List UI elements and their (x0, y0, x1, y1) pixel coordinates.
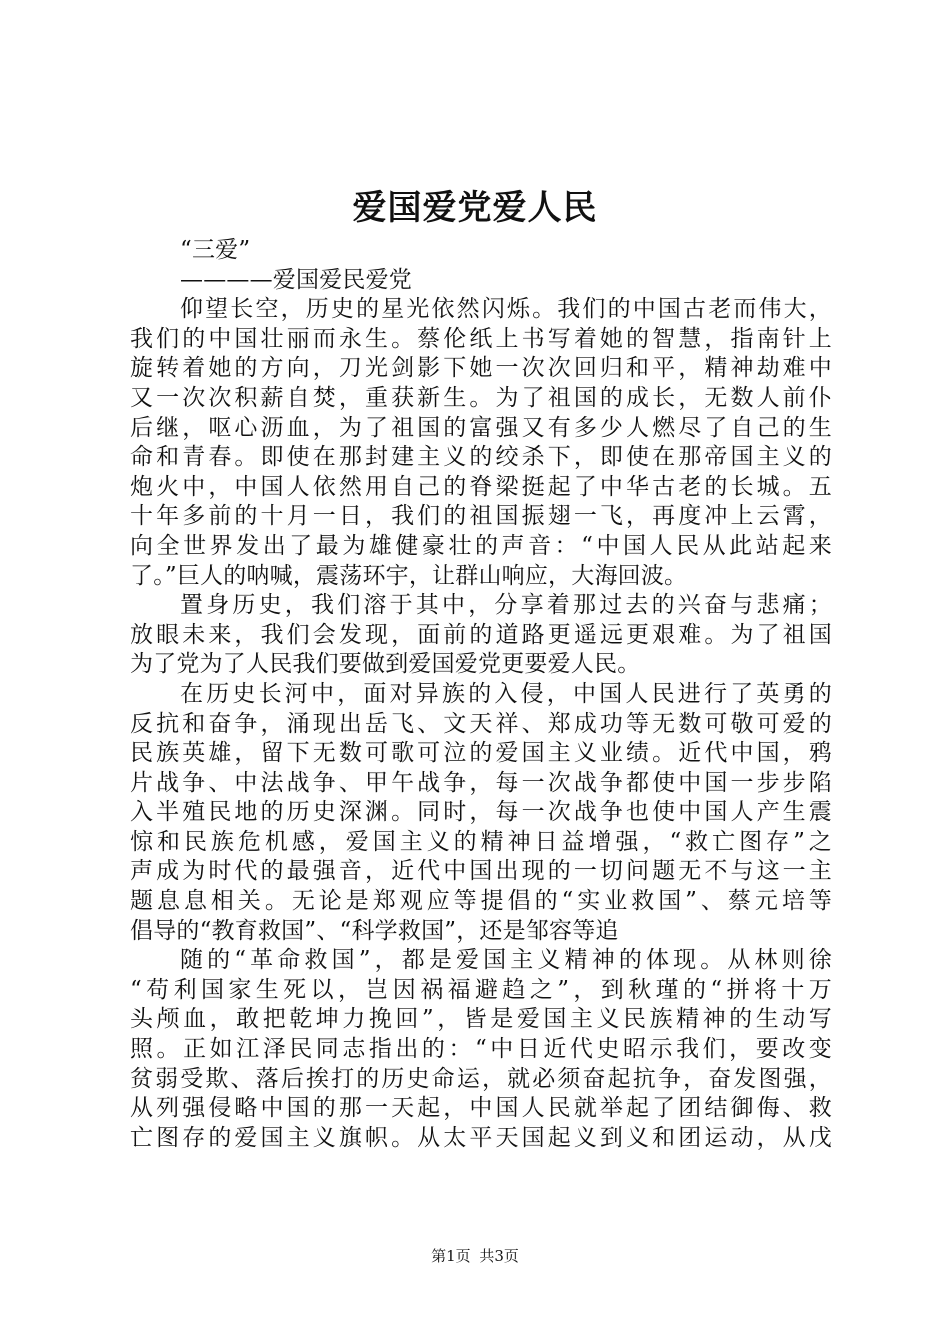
text-line: 向全世界发出了最为雄健豪壮的声音：“中国人民从此站起来 (130, 532, 832, 559)
text-line: 贫弱受欺、落后挨打的历史命运，就必须奋起抗争，奋发图强， (130, 1065, 832, 1092)
text-line: 我们的中国壮丽而永生。蔡伦纸上书写着她的智慧，指南针上 (130, 325, 832, 352)
text-line: 仰望长空，历史的星光依然闪烁。我们的中国古老而伟大， (180, 296, 832, 323)
text-line: 十年多前的十月一日，我们的祖国振翅一飞，再度冲上云霄， (130, 503, 832, 530)
page-total: 共3页 (479, 1247, 519, 1265)
text-line: “苟利国家生死以，岂因祸福避趋之”，到秋瑾的“拼将十万 (130, 976, 832, 1003)
text-line: 民族英雄，留下无数可歌可泣的爱国主义业绩。近代中国，鸦 (130, 740, 832, 767)
text-line: 随的“革命救国”，都是爱国主义精神的体现。从林则徐 (180, 947, 832, 974)
text-line: 片战争、中法战争、甲午战争，每一次战争都使中国一步步陷 (130, 769, 832, 796)
text-line: 又一次次积薪自焚，重获新生。为了祖国的成长，无数人前仆 (130, 384, 832, 411)
document-title: 爱国爱党爱人民 (352, 188, 598, 228)
document-body (130, 236, 832, 1153)
text-line: 倡导的“教育救国”、“科学救国”，还是邹容等追 (130, 917, 619, 944)
text-line: 在历史长河中，面对异族的入侵，中国人民进行了英勇的 (180, 680, 832, 707)
page-number: 第1页 (431, 1247, 471, 1265)
text-line: 为了党为了人民我们要做到爱国爱党更要爱人民。 (130, 651, 641, 678)
text-line: 放眼未来，我们会发现，面前的道路更遥远更艰难。为了祖国 (130, 621, 832, 648)
text-line: 从列强侵略中国的那一天起，中国人民就举起了团结御侮、救 (130, 1095, 832, 1122)
text-line: 声成为时代的最强音，近代中国出现的一切问题无不与这一主 (130, 858, 832, 885)
text-line: 头颅血，敢把乾坤力挽回”，皆是爱国主义民族精神的生动写 (130, 1006, 832, 1033)
page-footer (0, 1246, 950, 1266)
text-line: 炮火中，中国人依然用自己的脊梁挺起了中华古老的长城。五 (130, 473, 832, 500)
text-line: 旋转着她的方向，刀光剑影下她一次次回归和平，精神劫难中 (130, 355, 832, 382)
text-line: 照。正如江泽民同志指出的：“中日近代史昭示我们，要改变 (130, 1036, 832, 1063)
text-line: ————爱国爱民爱党 (180, 266, 412, 293)
text-line: 入半殖民地的历史深渊。同时，每一次战争也使中国人产生震 (130, 799, 832, 826)
text-line: 题息息相关。无论是郑观应等提倡的“实业救国”、蔡元培等 (130, 888, 832, 915)
text-line: 后继，呕心沥血，为了祖国的富强又有多少人燃尽了自己的生 (130, 414, 832, 441)
text-line: 反抗和奋争，涌现出岳飞、文天祥、郑成功等无数可敬可爱的 (130, 710, 832, 737)
text-line: 命和青春。即使在那封建主义的绞杀下，即使在那帝国主义的 (130, 444, 832, 471)
text-line: “三爱” (180, 237, 251, 263)
text-line: 惊和民族危机感，爱国主义的精神日益增强，“救亡图存”之 (130, 828, 832, 855)
text-line: 置身历史，我们溶于其中，分享着那过去的兴奋与悲痛； (180, 592, 832, 619)
text-line: 了。”巨人的呐喊，震荡环宇，让群山响应，大海回波。 (130, 562, 688, 589)
text-line: 亡图存的爱国主义旗帜。从太平天国起义到义和团运动，从戊 (130, 1124, 832, 1151)
